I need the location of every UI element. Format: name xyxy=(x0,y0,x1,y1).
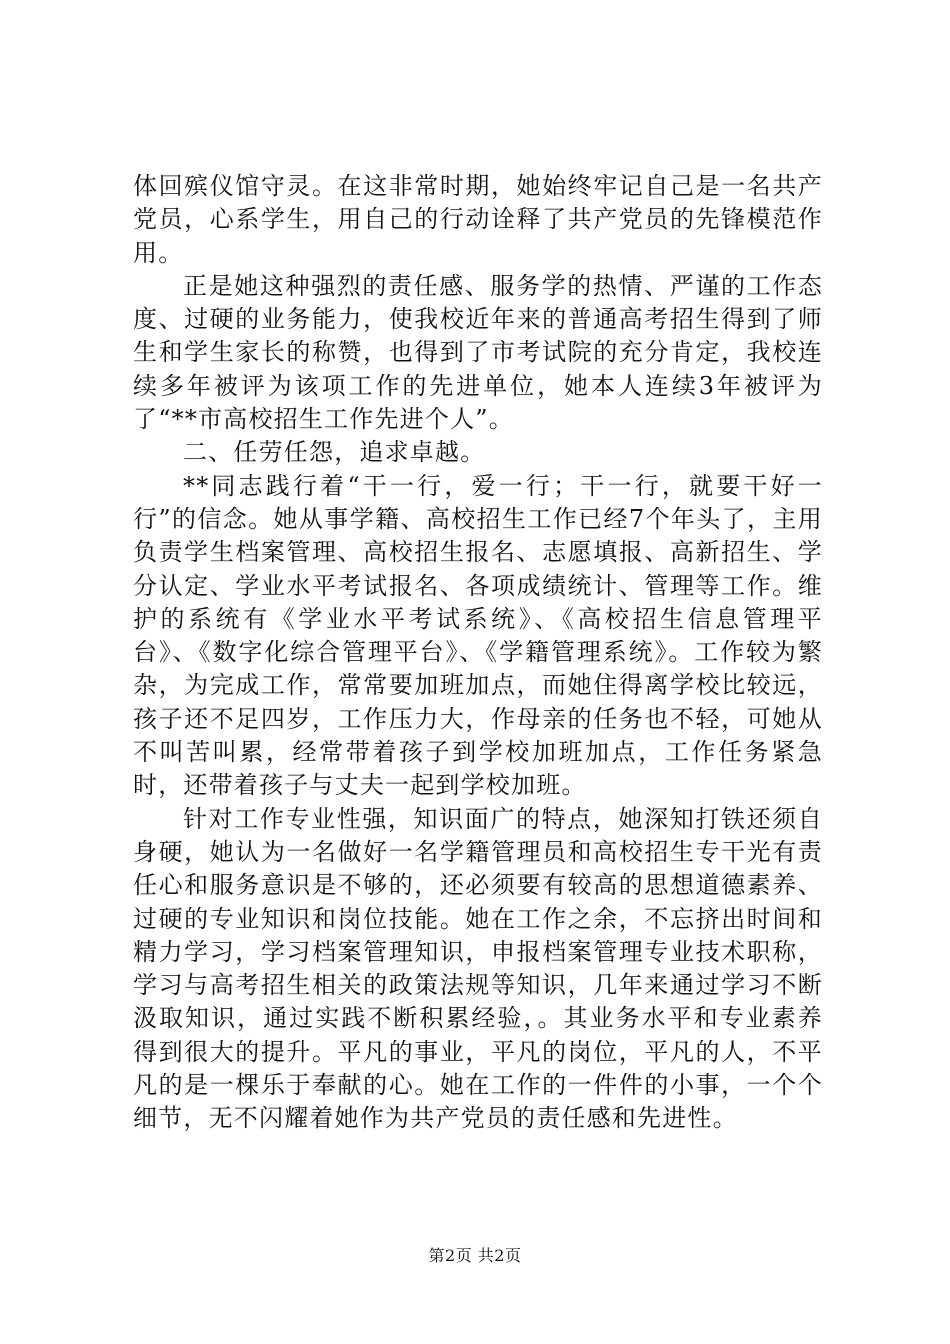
page-number-footer: 第2页 共2页 xyxy=(428,1246,522,1265)
paragraph-responsibility: 正是她这种强烈的责任感、服务学的热情、严谨的工作态度、过硬的业务能力，使我校近年来的普通高考招生得到了师生和学生家长的称赞，也得到了市考试院的充分肯定，我校连续多年被评为该项工作的先进单位，她本人连续3年被评为了“**市高校招生工作先进个人”。 xyxy=(133,271,823,434)
section-heading: 二、任劳任怨，追求卓越。 xyxy=(183,438,486,467)
document-body xyxy=(133,170,823,1136)
paragraph-professional-growth: 针对工作专业性强，知识面广的特点，她深知打铁还须自身硬，她认为一名做好一名学籍管理员和高校招生专干光有责任心和服务意识是不够的，还必须要有较高的思想道德素养、过硬的专业知识和岗位技能。她在工作之余，不忘挤出时间和精力学习，学习档案管理知识，申报档案管理专业技术职称，学习与高考招生相关的政策法规等知识，几年来通过学习不断汲取知识，通过实践不断积累经验，。其业务水平和专业素养得到很大的提升。平凡的事业，平凡的岗位，平凡的人，不平凡的是一棵乐于奉献的心。她在工作的一件件的小事，一个个细节，无不闪耀着她作为共产党员的责任感和先进性。 xyxy=(133,804,823,1133)
paragraph-work-duties: **同志践行着“干一行，爱一行；干一行，就要干好一行”的信念。她从事学籍、高校招生工作已经7个年头了，主用负责学生档案管理、高校招生报名、志愿填报、高新招生、学分认定、学业水平考试报名、各项成绩统计、管理等工作。维护的系统有《学业水平考试系统》、《高校招生信息管理平台》、《数字化综合管理平台》、《学籍管理系统》。工作较为繁杂，为完成工作，常常要加班加点，而她住得离学校比较远，孩子还不足四岁，工作压力大，作母亲的任务也不轻，可她从不叫苦叫累，经常带着孩子到学校加班加点，工作任务紧急时，还带着孩子与丈夫一起到学校加班。 xyxy=(133,471,823,800)
paragraph-continuation: 体回殡仪馆守灵。在这非常时期，她始终牢记自己是一名共产党员，心系学生，用自己的行动诠释了共产党员的先锋模范作用。 xyxy=(133,172,823,267)
